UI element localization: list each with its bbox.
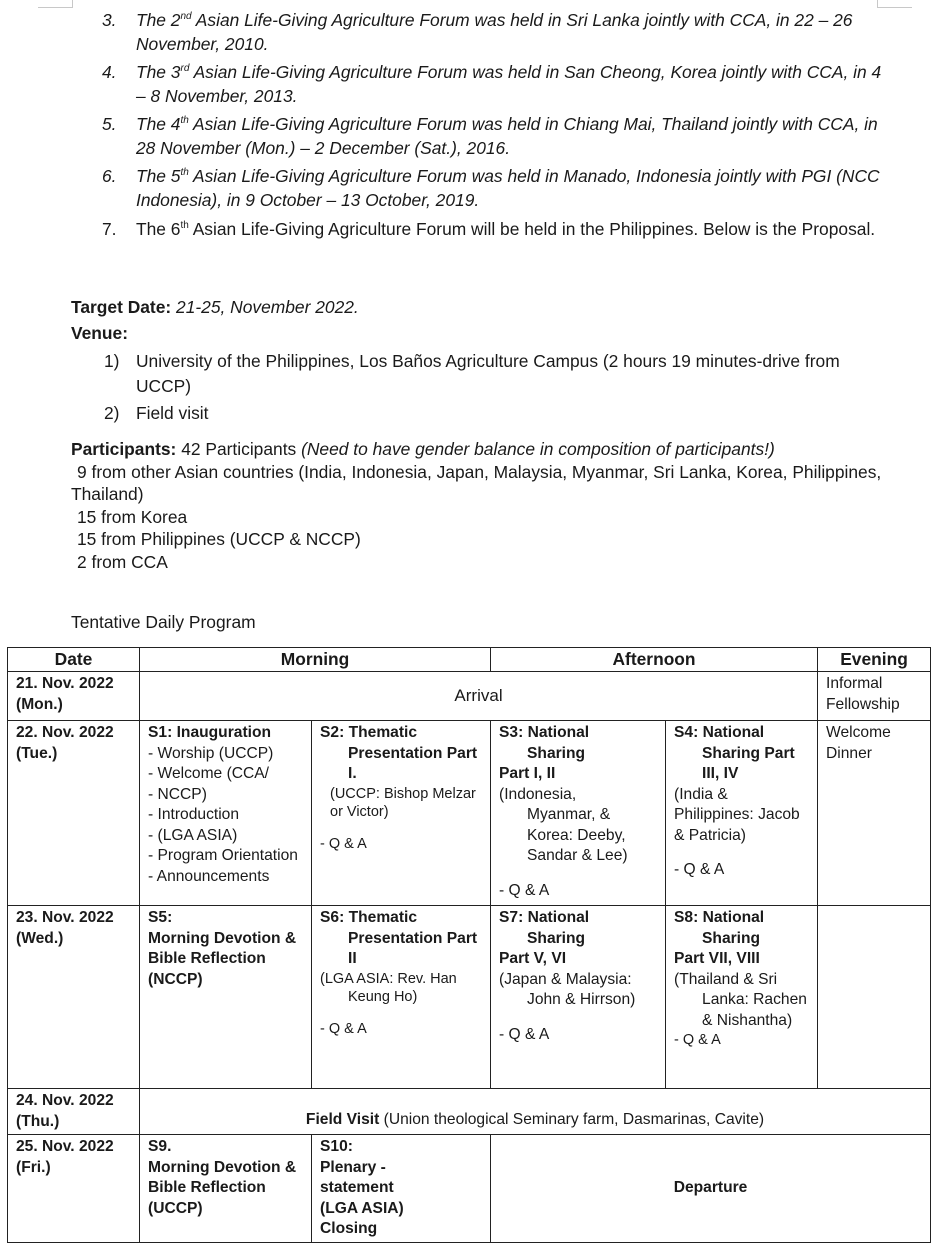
target-date-value: 21-25, November 2022. xyxy=(176,297,359,317)
table-row xyxy=(8,906,931,1089)
field-visit-label: Field Visit xyxy=(305,1111,380,1129)
session-part: Part V, VI xyxy=(499,950,567,967)
session-s10 xyxy=(312,1135,491,1243)
session-subtitle: Plenary -statement (LGA ASIA) Closing xyxy=(320,1158,404,1237)
session-title: S2: Thematic xyxy=(320,724,418,741)
session-title: S1: Inauguration xyxy=(148,724,272,741)
venue-text: Field visit xyxy=(136,403,209,423)
header-date: Date xyxy=(8,648,140,672)
session-s2 xyxy=(312,721,491,906)
forum-history-list xyxy=(102,8,892,246)
history-text: The 5 xyxy=(136,166,181,186)
field-visit-note: (Union theological Seminary farm, Dasmarinas, Cavite) xyxy=(383,1111,765,1129)
ordinal-suffix: rd xyxy=(180,63,190,75)
session-title: S7: National xyxy=(499,909,590,926)
date-cell: 21. Nov. 2022 (Mon.) xyxy=(8,672,140,721)
session-subtitle: Morning Devotion & Bible Reflection (NCCP) xyxy=(148,929,297,988)
history-text: Asian Life-Giving Agriculture Forum will be held in the Philippines. Below is the Proposal. xyxy=(188,219,876,239)
target-date xyxy=(71,296,359,319)
session-qa: - Q & A xyxy=(320,1020,367,1037)
session-s7 xyxy=(491,906,666,1089)
page-corner-mark-left xyxy=(38,0,73,8)
history-text: The 4 xyxy=(136,114,181,134)
session-s9 xyxy=(140,1135,312,1243)
session-title: S10: xyxy=(320,1138,353,1155)
history-item xyxy=(102,164,892,212)
history-item xyxy=(102,60,892,108)
participants-section xyxy=(71,438,901,573)
session-item: - Announcements xyxy=(148,867,270,885)
history-text: Asian Life-Giving Agriculture Forum was held in Sri Lanka jointly with CCA, in 22 – 26 November, 2010. xyxy=(136,10,853,54)
venue-label: Venue: xyxy=(71,323,129,343)
evening-cell xyxy=(818,906,931,1089)
session-part: Part VII, VIII xyxy=(674,950,760,967)
session-note: Lanka: Rachen & Nishantha) xyxy=(702,991,807,1029)
arrival-cell: Arrival xyxy=(140,672,818,721)
participants-line: 2 from CCA xyxy=(77,551,168,572)
date-cell: 25. Nov. 2022 (Fri.) xyxy=(8,1135,140,1243)
session-title: S3: National xyxy=(499,724,590,741)
session-note: (UCCP: Bishop Melzar or Victor) xyxy=(330,785,476,820)
list-number: 5. xyxy=(102,114,117,134)
table-row xyxy=(8,672,931,721)
list-number: 1) xyxy=(104,351,120,371)
session-note: (LGA ASIA: Rev. Han xyxy=(320,970,457,987)
history-item xyxy=(102,216,892,242)
departure-cell: Departure xyxy=(491,1135,931,1243)
ordinal-suffix: th xyxy=(180,220,189,232)
session-s4 xyxy=(666,721,818,906)
session-title: S9. xyxy=(148,1138,172,1155)
session-subtitle: Presentation Part I. xyxy=(348,744,478,782)
session-note: (Thailand & Sri xyxy=(674,970,778,988)
session-title: S8: National xyxy=(674,909,765,926)
session-s3 xyxy=(491,721,666,906)
session-note: (India & Philippines: Jacob & Patricia) xyxy=(674,785,800,844)
daily-program-table xyxy=(7,647,931,1243)
participants-line: 15 from Korea xyxy=(77,506,188,527)
session-item: - (LGA ASIA) xyxy=(148,826,238,844)
session-item: - Worship (UCCP) xyxy=(148,744,274,762)
evening-cell: Welcome Dinner xyxy=(818,721,931,906)
session-s8 xyxy=(666,906,818,1089)
history-item xyxy=(102,112,892,160)
session-note: Myanmar, & Korea: Deeby, Sandar & Lee) xyxy=(527,806,628,864)
session-part: Part I, II xyxy=(499,765,556,782)
session-title: S5: xyxy=(148,909,173,926)
history-text: The 2 xyxy=(136,10,181,30)
program-title: Tentative Daily Program xyxy=(71,612,256,632)
header-morning: Morning xyxy=(140,648,491,672)
list-number: 2) xyxy=(104,403,120,423)
date-cell: 22. Nov. 2022 (Tue.) xyxy=(8,721,140,906)
session-subtitle: Sharing Part III, IV xyxy=(702,744,795,782)
session-title: S4: National xyxy=(674,724,765,741)
session-qa: - Q & A xyxy=(674,861,725,878)
session-note: John & Hirrson) xyxy=(527,991,636,1008)
list-number: 3. xyxy=(102,10,117,30)
session-note: (Indonesia, xyxy=(499,785,577,803)
target-date-label: Target Date: xyxy=(71,297,172,317)
session-s6 xyxy=(312,906,491,1089)
header-evening: Evening xyxy=(818,648,931,672)
ordinal-suffix: th xyxy=(180,115,189,127)
session-s5 xyxy=(140,906,312,1089)
history-text: The 6 xyxy=(136,219,181,239)
session-item: - Program Orientation xyxy=(148,847,298,864)
session-item: - NCCP) xyxy=(148,785,207,803)
history-text: Asian Life-Giving Agriculture Forum was held in Manado, Indonesia jointly with PGI (NCC Indonesia), in 9 October – 13 October, 2019. xyxy=(136,166,880,210)
history-item xyxy=(102,8,892,56)
venue-text: University of the Philippines, Los Baños Agriculture Campus (2 hours 19 minutes-drive from UCCP) xyxy=(136,351,840,396)
session-subtitle: Presentation Part II xyxy=(348,929,478,967)
history-text: Asian Life-Giving Agriculture Forum was held in Chiang Mai, Thailand jointly with CCA, in 28 November (Mon.) – 2 December (Sat.), 2016. xyxy=(136,114,878,158)
participants-count: 42 Participants xyxy=(181,439,297,459)
session-subtitle: Sharing xyxy=(702,929,761,947)
participants-line: 15 from Philippines (UCCP & NCCP) xyxy=(77,529,361,549)
session-subtitle: Morning Devotion & Bible Reflection (UCCP) xyxy=(148,1158,297,1217)
session-qa: - Q & A xyxy=(499,881,550,899)
session-qa: - Q & A xyxy=(499,1025,550,1043)
participants-line: 9 from other Asian countries (India, Indonesia, Japan, Malaysia, Myanmar, Sri Lanka, Korea, Philippines, Thailand) xyxy=(71,461,882,504)
session-item: - Introduction xyxy=(148,806,240,823)
participants-note: (Need to have gender balance in composition of participants!) xyxy=(301,439,775,459)
venue-item xyxy=(104,401,864,426)
field-visit-cell xyxy=(140,1089,931,1135)
list-number: 4. xyxy=(102,62,117,82)
list-number: 7. xyxy=(102,219,117,239)
table-row xyxy=(8,1089,931,1135)
session-item: - Welcome (CCA/ xyxy=(148,765,270,782)
session-note: Keung Ho) xyxy=(348,988,418,1005)
participants-label: Participants: xyxy=(71,439,177,459)
venue-item xyxy=(104,349,864,399)
session-subtitle: Sharing xyxy=(527,744,586,762)
session-s1 xyxy=(140,721,312,906)
venue-list xyxy=(104,349,864,428)
session-subtitle: Sharing xyxy=(527,929,586,947)
history-text: The 3 xyxy=(136,62,181,82)
date-cell: 24. Nov. 2022 (Thu.) xyxy=(8,1089,140,1135)
session-title: S6: Thematic xyxy=(320,909,418,926)
session-qa: - Q & A xyxy=(674,1032,721,1048)
ordinal-suffix: th xyxy=(180,167,189,179)
table-row xyxy=(8,1135,931,1243)
ordinal-suffix: nd xyxy=(180,11,192,23)
page-corner-mark-right xyxy=(877,0,912,8)
session-note: (Japan & Malaysia: xyxy=(499,970,632,988)
table-header-row xyxy=(8,648,931,672)
session-qa: - Q & A xyxy=(320,835,367,852)
list-number: 6. xyxy=(102,166,117,186)
date-cell: 23. Nov. 2022 (Wed.) xyxy=(8,906,140,1089)
table-row xyxy=(8,721,931,906)
evening-cell: Informal Fellowship xyxy=(818,672,931,721)
header-afternoon: Afternoon xyxy=(491,648,818,672)
history-text: Asian Life-Giving Agriculture Forum was held in San Cheong, Korea jointly with CCA, in 4 – 8 November, 2013. xyxy=(136,62,882,106)
